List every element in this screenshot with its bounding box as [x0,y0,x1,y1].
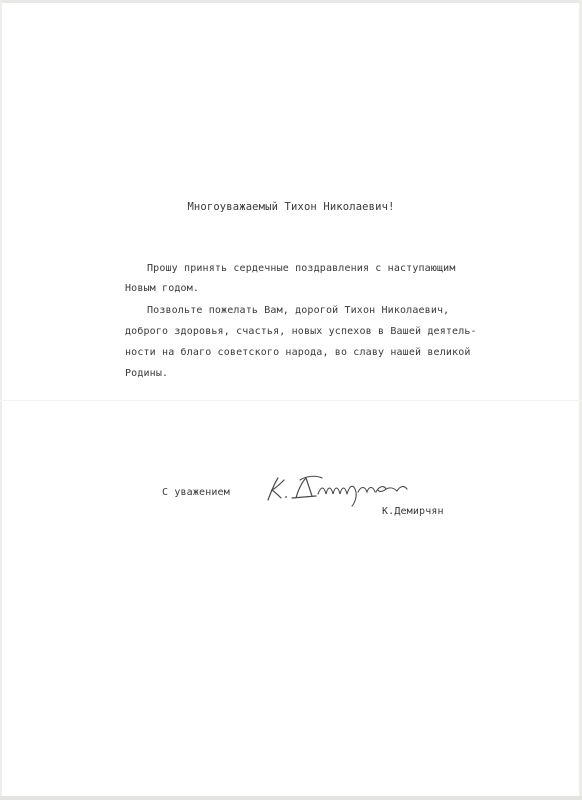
body-line-3: Позвольте пожелать Вам, дорогой Тихон Николаевич, [147,305,450,316]
closing: С уважением [162,487,230,498]
handwritten-signature [266,470,416,510]
signer-name: К.Демирчян [382,506,444,517]
body-line-1: Прошу принять сердечные поздравления с наступающим [147,263,456,274]
body-line-6: Родины. [125,368,169,379]
salutation: Многоуважаемый Тихон Николаевич! [187,201,395,213]
body-line-5: ности на благо советского народа, во славу нашей великой [125,347,471,358]
body-line-4: доброго здоровья, счастья, новых успехов в Вашей деятель- [125,326,477,337]
body-line-2: Новым годом. [125,283,200,294]
